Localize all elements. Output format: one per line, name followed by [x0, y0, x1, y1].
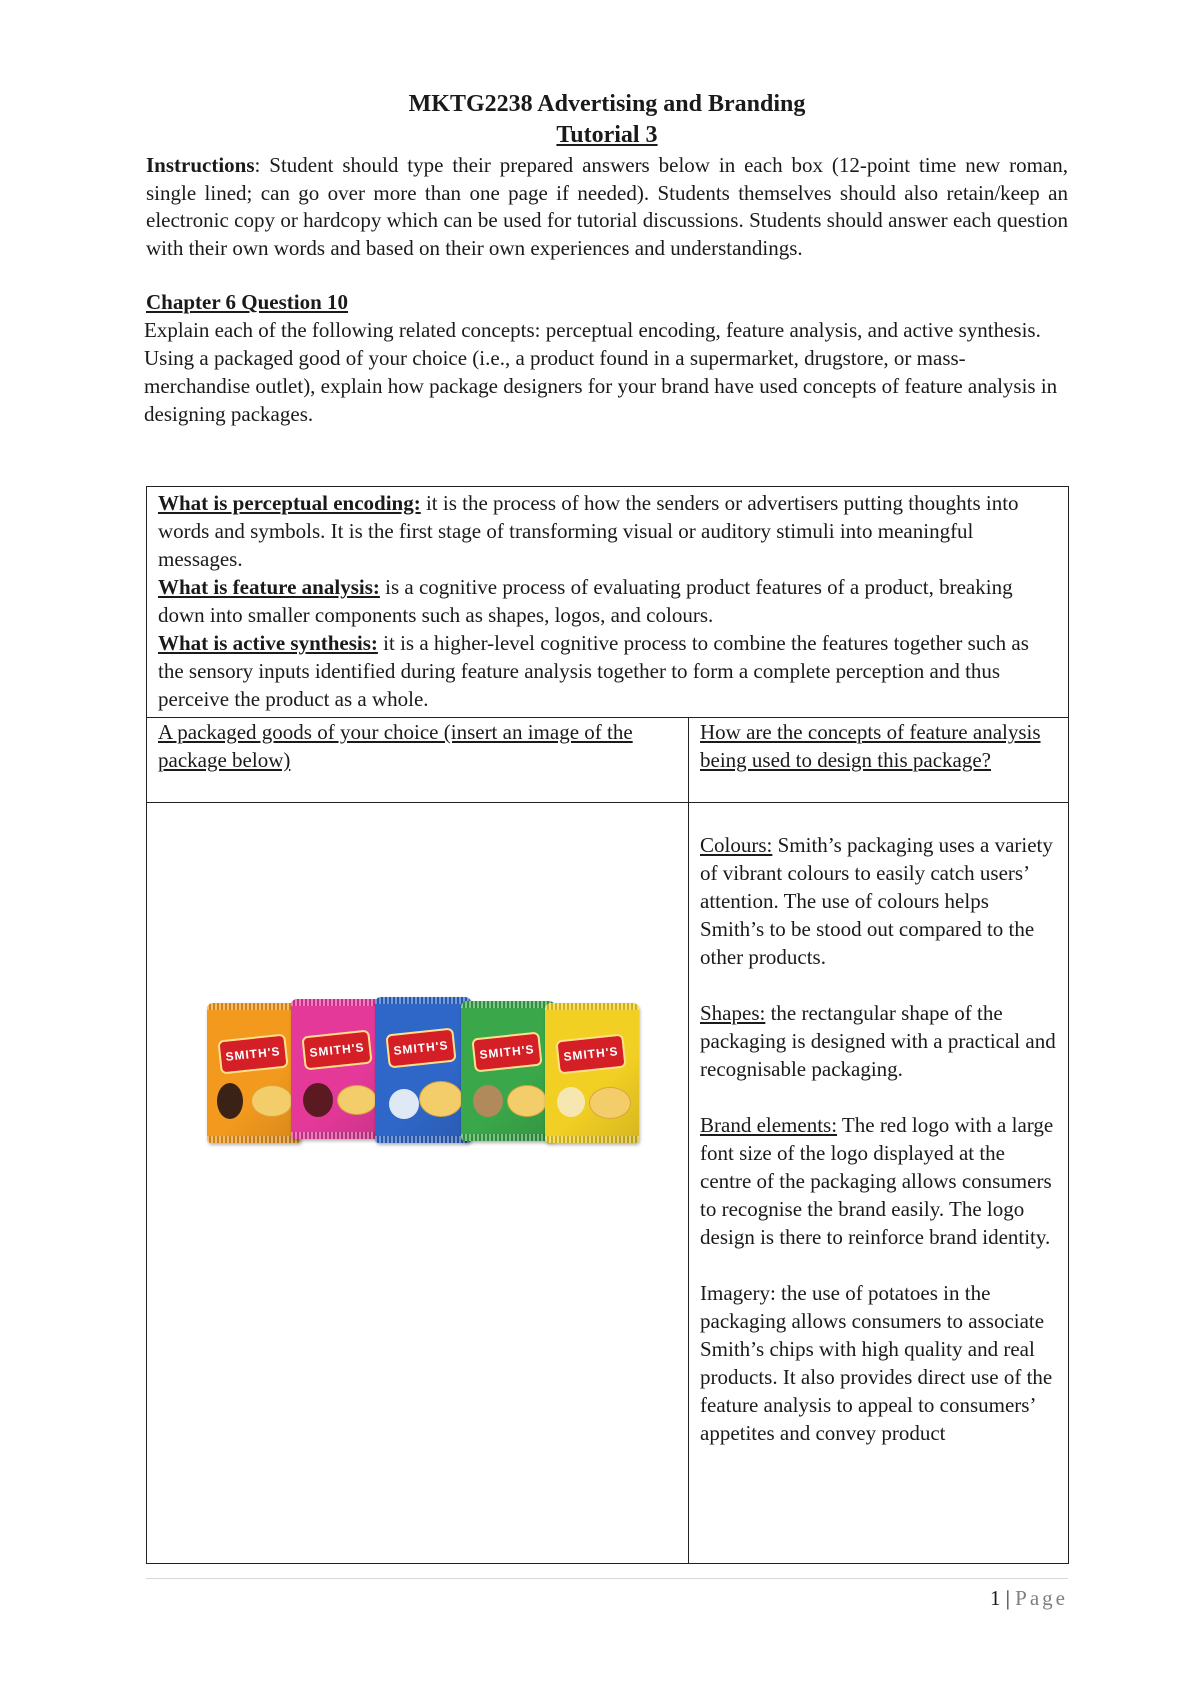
feature-analysis-text: is a cognitive process of evaluating product features of a product, breaking down into smaller components such as shapes, logos, and colours.: [158, 575, 1013, 627]
brand-elements-text: The red logo with a large font size of the logo displayed at the centre of the packaging allows consumers to recognise the brand easily. The logo design is there to reinforce brand identity.: [700, 1113, 1054, 1249]
page-label: Page: [1015, 1586, 1068, 1610]
footer-divider: [146, 1578, 1068, 1579]
smiths-logo: SMITH'S: [471, 1032, 542, 1073]
document-body: [146, 88, 1068, 428]
definitions-cell: [147, 487, 1069, 718]
instructions-paragraph: [146, 152, 1068, 262]
shapes-paragraph: [700, 999, 1058, 1083]
page-number: 1: [989, 1586, 1001, 1610]
chip-bag-blue: [375, 997, 471, 1143]
active-synthesis-text: it is a higher-level cognitive process to combine the features together such as the sensory inputs identified during feature analysis together to form a complete perception and thus perceive the product as a whole.: [158, 631, 1029, 711]
document-subtitle: Tutorial 3: [556, 122, 658, 148]
smiths-chips-image: [207, 997, 639, 1147]
active-synthesis-label: What is active synthesis:: [158, 631, 378, 655]
chip-bag-orange: [207, 1003, 301, 1143]
chapter-question: Explain each of the following related concepts: perceptual encoding, feature analysis, and active synthesis. Using a packaged good of your choice (i.e., a product found in a supermarket, drugstore, or mass-merchandise outlet), explain how package designers for your brand have used concepts of feature analysis in designing packages.: [144, 318, 1058, 426]
colours-text: Smith’s packaging uses a variety of vibrant colours to easily catch users’ attention. The use of colours helps Smith’s to be stood out compared to the other products.: [700, 833, 1053, 969]
chip-bag-pink: [291, 999, 385, 1139]
table-header-left: [147, 718, 689, 803]
feature-analysis-label: What is feature analysis:: [158, 575, 380, 599]
feature-analysis-cell: [689, 803, 1069, 1564]
colours-label: Colours:: [700, 833, 773, 857]
shapes-label: Shapes:: [700, 1001, 766, 1025]
perceptual-encoding-label: What is perceptual encoding:: [158, 491, 421, 515]
chapter-heading: Chapter 6 Question 10: [146, 290, 349, 314]
smiths-logo: SMITH'S: [555, 1034, 626, 1075]
document-title: MKTG2238 Advertising and Branding: [408, 91, 806, 117]
table-header-right: [689, 718, 1069, 803]
brand-elements-paragraph: [700, 1111, 1058, 1251]
page-separator: |: [1000, 1586, 1016, 1610]
instructions-label: Instructions: [146, 153, 255, 177]
answer-table: [146, 486, 1069, 1564]
perceptual-encoding-text: it is the process of how the senders or advertisers putting thoughts into words and symbols. It is the first stage of transforming visual or auditory stimuli into meaningful messages.: [158, 491, 1019, 571]
colours-paragraph: [700, 831, 1058, 971]
chip-bag-yellow: [545, 1003, 639, 1143]
table-header-left-text: A packaged goods of your choice (insert an image of the package below): [158, 720, 633, 772]
chip-bag-green: [461, 1001, 555, 1141]
smiths-logo: SMITH'S: [301, 1030, 372, 1071]
product-image-cell: [147, 803, 689, 1564]
table-header-right-text: How are the concepts of feature analysis being used to design this package?: [700, 720, 1041, 772]
smiths-logo: SMITH'S: [385, 1028, 456, 1069]
brand-elements-label: Brand elements:: [700, 1113, 838, 1137]
page-footer: [990, 1584, 1068, 1612]
shapes-text: the rectangular shape of the packaging is designed with a practical and recognisable packaging.: [700, 1001, 1056, 1081]
smiths-logo: SMITH'S: [217, 1034, 288, 1075]
instructions-text: : Student should type their prepared answers below in each box (12-point time new roman, single lined; can go over more than one page if needed). Students themselves should also retain/keep an electronic copy or hardcopy which can be used for tutorial discussions. Students should answer each question with their own words and based on their own experiences and understandings.: [146, 153, 1068, 260]
imagery-paragraph: Imagery: the use of potatoes in the packaging allows consumers to associate Smith’s chips with high quality and real products. It also provides direct use of the feature analysis to appeal to consumers’ appetites and convey product: [700, 1281, 1053, 1445]
